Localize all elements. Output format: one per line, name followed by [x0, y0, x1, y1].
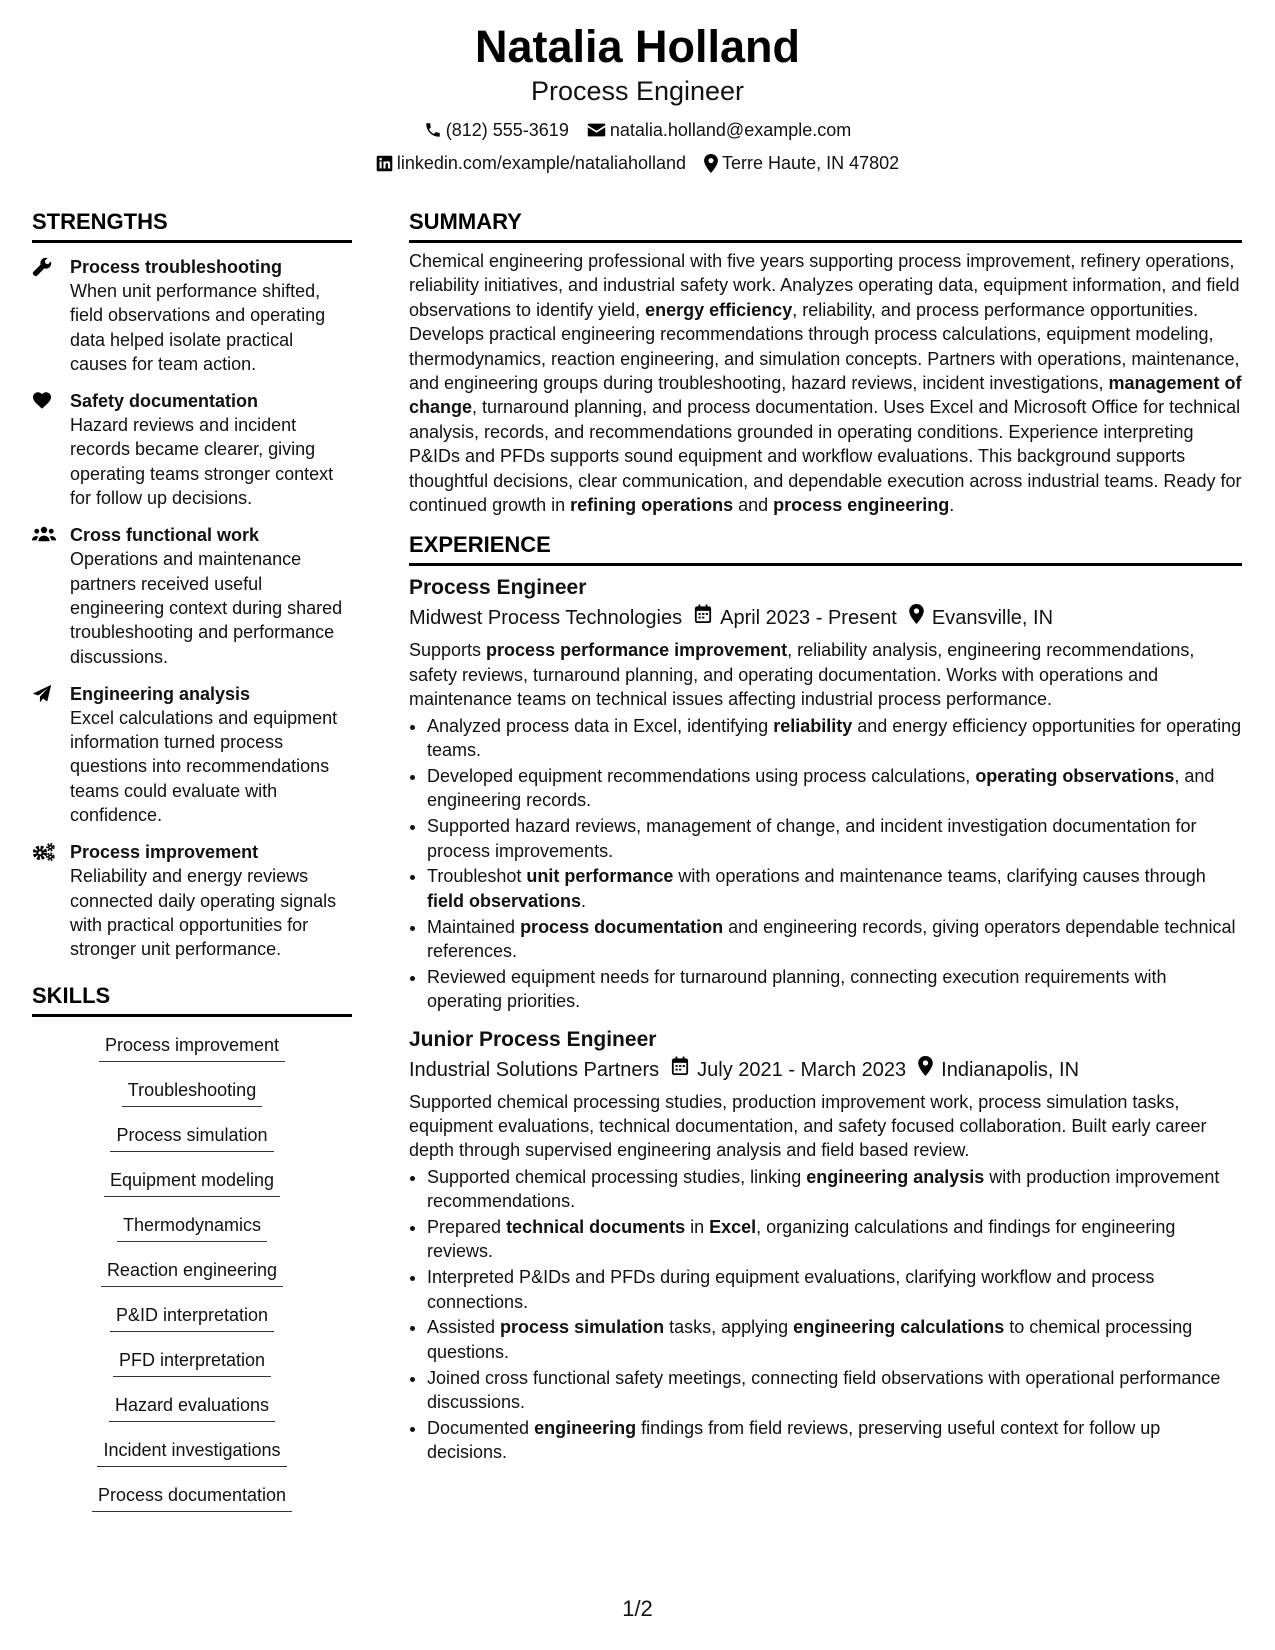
emphasis-text: energy efficiency	[645, 299, 793, 320]
experience-heading: EXPERIENCE	[409, 531, 1242, 566]
summary-text: Chemical engineering professional with five years supporting process improvement, refinery operations, reliability initiatives, and industrial safety work. Analyzes operating data, equipment information, and field observations to identify yield, energy efficiency, reliability, and process performance opportunities. Develops practical engineering recommendations through process calculations, equipment modeling, thermodynamics, reaction engineering, and simulation concepts. Partners with operations, maintenance, and engineering groups during troubleshooting, hazard reviews, incident investigations, management of change, turnaround planning, and process documentation. Uses Excel and Microsoft Office for technical analysis, records, and recommendations grounded in operating conditions. Experience interpreting P&IDs and PFDs supports sound equipment and workflow evaluations. This background supports thoughtful decisions, clear communication, and dependable execution across industrial teams. Ready for continued growth in refining operations and process engineering.	[409, 251, 1242, 516]
skill-label: Hazard evaluations	[109, 1393, 275, 1422]
skills-section	[32, 982, 352, 1528]
map-marker-icon	[909, 604, 932, 632]
strength-item	[32, 389, 352, 510]
bullet-item: • Interpreted P&IDs and PFDs during equipment evaluations, clarifying workflow and process connections.	[427, 1265, 1242, 1314]
skills-list	[32, 1033, 352, 1528]
candidate-title: Process Engineer	[530, 76, 745, 106]
phone-text: (812) 555-3619	[445, 120, 569, 140]
strength-item	[32, 840, 352, 961]
strength-description: When unit performance shifted, field observations and operating data helped isolate practical causes for team action.	[70, 281, 326, 374]
bullet-item: • Prepared technical documents in Excel, organizing calculations and findings for engineering reviews.	[427, 1215, 1242, 1264]
left-column	[32, 208, 352, 1528]
skill-label: Reaction engineering	[101, 1258, 283, 1287]
skill-item	[32, 1438, 352, 1483]
emphasis-text: process engineering	[773, 495, 950, 516]
skill-label: P&ID interpretation	[110, 1303, 274, 1332]
emphasis-text: field observations	[427, 890, 582, 911]
job-description: Supported chemical processing studies, production improvement work, process simulation tasks, equipment evaluations, technical documentation, and safety focused collaboration. Built early career depth through supervised engineering analysis and field based review.	[409, 1091, 1207, 1161]
emphasis-text: technical documents	[506, 1216, 686, 1237]
gears-icon	[32, 840, 70, 961]
skill-item	[32, 1348, 352, 1393]
location-contact	[704, 151, 899, 175]
contact-row-1	[0, 118, 1275, 142]
job-dates: April 2023 - Present	[720, 607, 897, 630]
strength-description: Hazard reviews and incident records became clearer, giving operating teams stronger context for follow up decisions.	[70, 415, 334, 509]
right-column	[409, 208, 1242, 1466]
skill-item	[32, 1168, 352, 1213]
bullet-item: • Supported chemical processing studies, linking engineering analysis with production improvement recommendations.	[427, 1165, 1242, 1214]
strength-title: Process improvement	[70, 842, 259, 863]
emphasis-text: process performance improvement	[486, 640, 788, 661]
strength-item	[32, 523, 352, 668]
emphasis-text: unit performance	[526, 866, 674, 887]
phone-icon	[424, 121, 442, 139]
heart-icon	[32, 389, 70, 510]
skill-item	[32, 1393, 352, 1438]
job-meta	[409, 1056, 1242, 1084]
strength-item	[32, 255, 352, 376]
bullet-item: • Assisted process simulation tasks, applying engineering calculations to chemical processing questions.	[427, 1315, 1242, 1364]
job-bullets	[409, 714, 1242, 1014]
emphasis-text: refining operations	[570, 495, 734, 516]
experience-section	[409, 531, 1242, 1464]
skill-label: Process simulation	[110, 1123, 273, 1152]
location-text: Terre Haute, IN 47802	[722, 153, 900, 173]
skill-item	[32, 1078, 352, 1123]
linkedin-contact[interactable]	[376, 151, 686, 175]
emphasis-text: Excel	[709, 1216, 757, 1237]
skill-label: Incident investigations	[97, 1438, 286, 1467]
bullet-item: • Troubleshot unit performance with operations and maintenance teams, clarifying causes through field observations.	[427, 864, 1242, 913]
users-icon	[32, 523, 70, 668]
summary-heading: SUMMARY	[409, 208, 1242, 243]
skills-heading: SKILLS	[32, 982, 352, 1017]
emphasis-text: engineering	[534, 1417, 637, 1438]
bullet-item: • Documented engineering findings from field reviews, preserving useful context for follow up decisions.	[427, 1416, 1242, 1465]
skill-item	[32, 1303, 352, 1348]
skill-label: Process improvement	[99, 1033, 285, 1062]
email-text[interactable]: natalia.holland@example.com	[609, 120, 852, 140]
strength-description: Excel calculations and equipment information turned process questions into recommendations teams could evaluate with confidence.	[70, 707, 338, 826]
skill-item	[32, 1213, 352, 1258]
page-number: 1/2	[622, 1596, 653, 1621]
contact-row-2	[0, 151, 1275, 175]
job-entry	[409, 1026, 1242, 1465]
emphasis-text: process documentation	[520, 916, 724, 937]
emphasis-text: engineering calculations	[793, 1317, 1005, 1338]
wrench-icon	[32, 255, 70, 376]
job-company: Industrial Solutions Partners	[409, 1058, 660, 1081]
envelope-icon	[587, 122, 606, 138]
calendar-icon	[694, 604, 720, 632]
emphasis-text: management of change	[409, 373, 1242, 418]
strength-description: Operations and maintenance partners received useful engineering context during shared troubleshooting and performance discussions.	[70, 549, 343, 667]
skill-item	[32, 1483, 352, 1528]
bullet-item: • Reviewed equipment needs for turnaround planning, connecting execution requirements with operating priorities.	[427, 965, 1242, 1014]
resume-header	[0, 20, 1275, 175]
strength-description: Reliability and energy reviews connected daily operating signals with practical opportunities for stronger unit performance.	[70, 866, 337, 960]
emphasis-text: engineering analysis	[806, 1166, 985, 1187]
job-description: Supports process performance improvement, reliability analysis, engineering recommendations, safety reviews, turnaround planning, and operating documentation. Works with operations and maintenance teams on technical issues affecting industrial process performance.	[409, 640, 1195, 710]
bullet-item: • Analyzed process data in Excel, identifying reliability and energy efficiency opportunities for operating teams.	[427, 714, 1242, 763]
map-marker-icon	[704, 154, 718, 173]
linkedin-text[interactable]: linkedin.com/example/nataliaholland	[396, 153, 687, 173]
strength-item	[32, 682, 352, 827]
strengths-heading: STRENGTHS	[32, 208, 352, 243]
map-marker-icon	[918, 1056, 941, 1084]
job-meta	[409, 604, 1242, 632]
strength-title: Cross functional work	[70, 525, 260, 546]
bullet-item: • Developed equipment recommendations using process calculations, operating observations, and engineering records.	[427, 764, 1242, 813]
phone-contact	[424, 118, 569, 142]
job-bullets	[409, 1165, 1242, 1465]
linkedin-icon	[376, 155, 393, 172]
job-title: Process Engineer	[409, 576, 587, 600]
emphasis-text: reliability	[773, 715, 853, 736]
emphasis-text: process simulation	[500, 1317, 665, 1338]
bullet-item: • Supported hazard reviews, management of change, and incident investigation documentation for process improvements.	[427, 814, 1242, 863]
email-contact[interactable]	[587, 118, 851, 142]
job-dates: July 2021 - March 2023	[697, 1058, 907, 1081]
strength-title: Process troubleshooting	[70, 257, 283, 277]
skill-label: Thermodynamics	[117, 1213, 267, 1242]
candidate-name: Natalia Holland	[474, 21, 801, 72]
skill-label: Process documentation	[92, 1483, 292, 1512]
emphasis-text: operating observations	[975, 765, 1175, 786]
skill-item	[32, 1258, 352, 1303]
skill-label: Equipment modeling	[104, 1168, 280, 1197]
strengths-list	[32, 255, 352, 962]
skill-label: PFD interpretation	[113, 1348, 271, 1377]
job-company: Midwest Process Technologies	[409, 607, 683, 630]
calendar-icon	[671, 1056, 697, 1084]
strength-title: Engineering analysis	[70, 683, 251, 704]
bullet-item: • Maintained process documentation and engineering records, giving operators dependable technical references.	[427, 915, 1242, 964]
strength-title: Safety documentation	[70, 391, 259, 412]
skill-item	[32, 1123, 352, 1168]
job-entry	[409, 574, 1242, 1013]
job-title: Junior Process Engineer	[409, 1027, 657, 1051]
job-location: Indianapolis, IN	[941, 1058, 1080, 1081]
skill-item	[32, 1033, 352, 1078]
paper-plane-icon	[32, 682, 70, 827]
skill-label: Troubleshooting	[122, 1078, 262, 1107]
bullet-item: • Joined cross functional safety meetings, connecting field observations with operational performance discussions.	[427, 1366, 1242, 1415]
job-location: Evansville, IN	[931, 607, 1054, 630]
